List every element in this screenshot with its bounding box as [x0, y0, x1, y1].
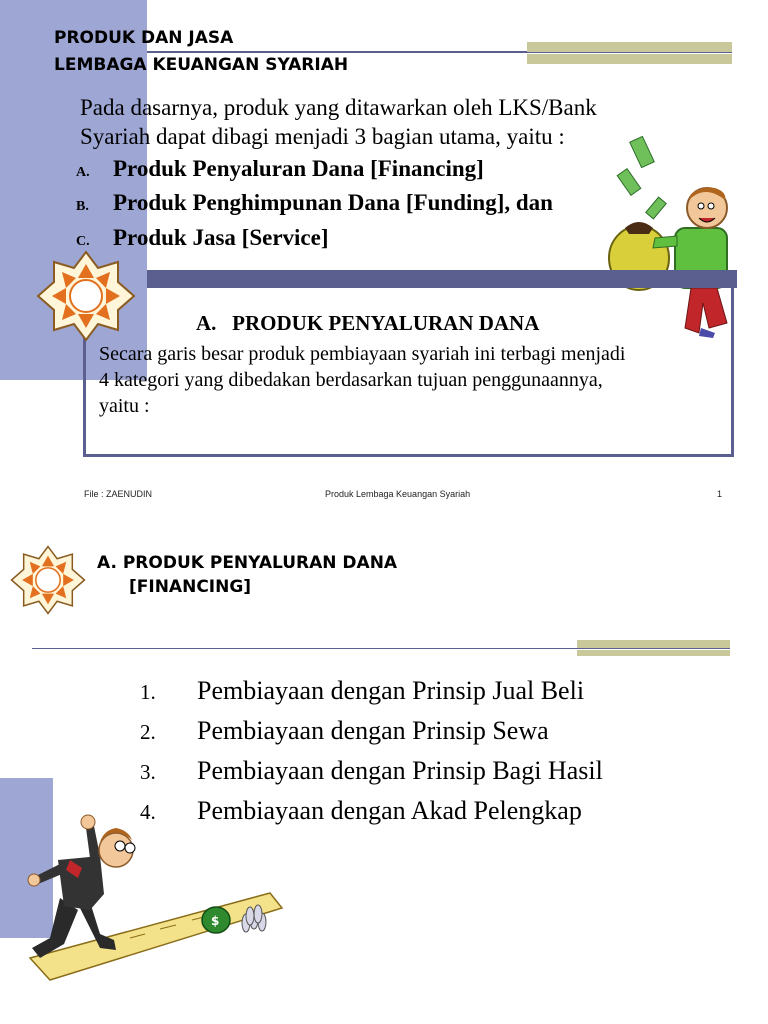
box-text-line-1: Secara garis besar produk pembiayaan syariah ini terbagi menjadi: [99, 343, 626, 365]
ornament-star-icon: [36, 250, 136, 342]
list-item-b: [76, 190, 553, 216]
svg-text:$: $: [211, 914, 220, 928]
item-letter: A.: [76, 165, 90, 180]
box-text-line-2: 4 kategori yang dibedakan berdasarkan tujuan penggunaannya,: [99, 369, 603, 391]
box-heading: A. PRODUK PENYALURAN DANA: [196, 311, 540, 335]
list-text: Pembiayaan dengan Akad Pelengkap: [197, 796, 582, 825]
slide-title-line1: A. PRODUK PENYALURAN DANA: [97, 553, 398, 573]
list-number: 1.: [140, 680, 156, 704]
footer-center: Produk Lembaga Keuangan Syariah: [325, 489, 471, 499]
list-number: 4.: [140, 800, 156, 824]
item-letter: B.: [76, 199, 89, 214]
ornament-star-icon: [10, 544, 86, 616]
title-rule: [32, 648, 730, 649]
list-text: Pembiayaan dengan Prinsip Bagi Hasil: [197, 756, 603, 785]
list-item: [140, 756, 603, 786]
slide-2: [0, 528, 768, 1024]
list-item: [140, 676, 584, 706]
intro-line-2: Syariah dapat dibagi menjadi 3 bagian utama, yaitu :: [80, 124, 565, 149]
title-accent-bar: [527, 42, 732, 52]
content-box-topbar: [147, 270, 737, 288]
title-accent-bar-low: [577, 650, 730, 656]
slide-title-line1: PRODUK DAN JASA: [54, 28, 234, 48]
list-number: 3.: [140, 760, 156, 784]
title-accent-bar-low: [527, 54, 732, 64]
item-text: Produk Jasa [Service]: [113, 225, 329, 250]
list-item-c: [76, 225, 329, 251]
bowling-man-icon: [20, 798, 285, 983]
footer-page-number: 1: [717, 489, 723, 499]
list-text: Pembiayaan dengan Prinsip Sewa: [197, 716, 549, 745]
box-text-line-3: yaitu :: [99, 395, 150, 417]
item-text: Produk Penghimpunan Dana [Funding], dan: [113, 190, 553, 215]
item-text: Produk Penyaluran Dana [Financing]: [113, 156, 484, 181]
list-number: 2.: [140, 720, 156, 744]
item-letter: C.: [76, 234, 90, 249]
list-text: Pembiayaan dengan Prinsip Jual Beli: [197, 676, 585, 705]
slide-title-line2: [FINANCING]: [129, 577, 252, 597]
slide-title-line2: LEMBAGA KEUANGAN SYARIAH: [54, 55, 349, 75]
footer-left: File : ZAENUDIN: [84, 489, 153, 499]
list-item: [140, 716, 549, 746]
slide-1: [0, 0, 768, 510]
title-accent-bar: [577, 640, 730, 648]
slide-gap: [0, 510, 768, 528]
intro-line-1: Pada dasarnya, produk yang ditawarkan oleh LKS/Bank: [80, 95, 597, 120]
list-item-a: [76, 156, 484, 182]
